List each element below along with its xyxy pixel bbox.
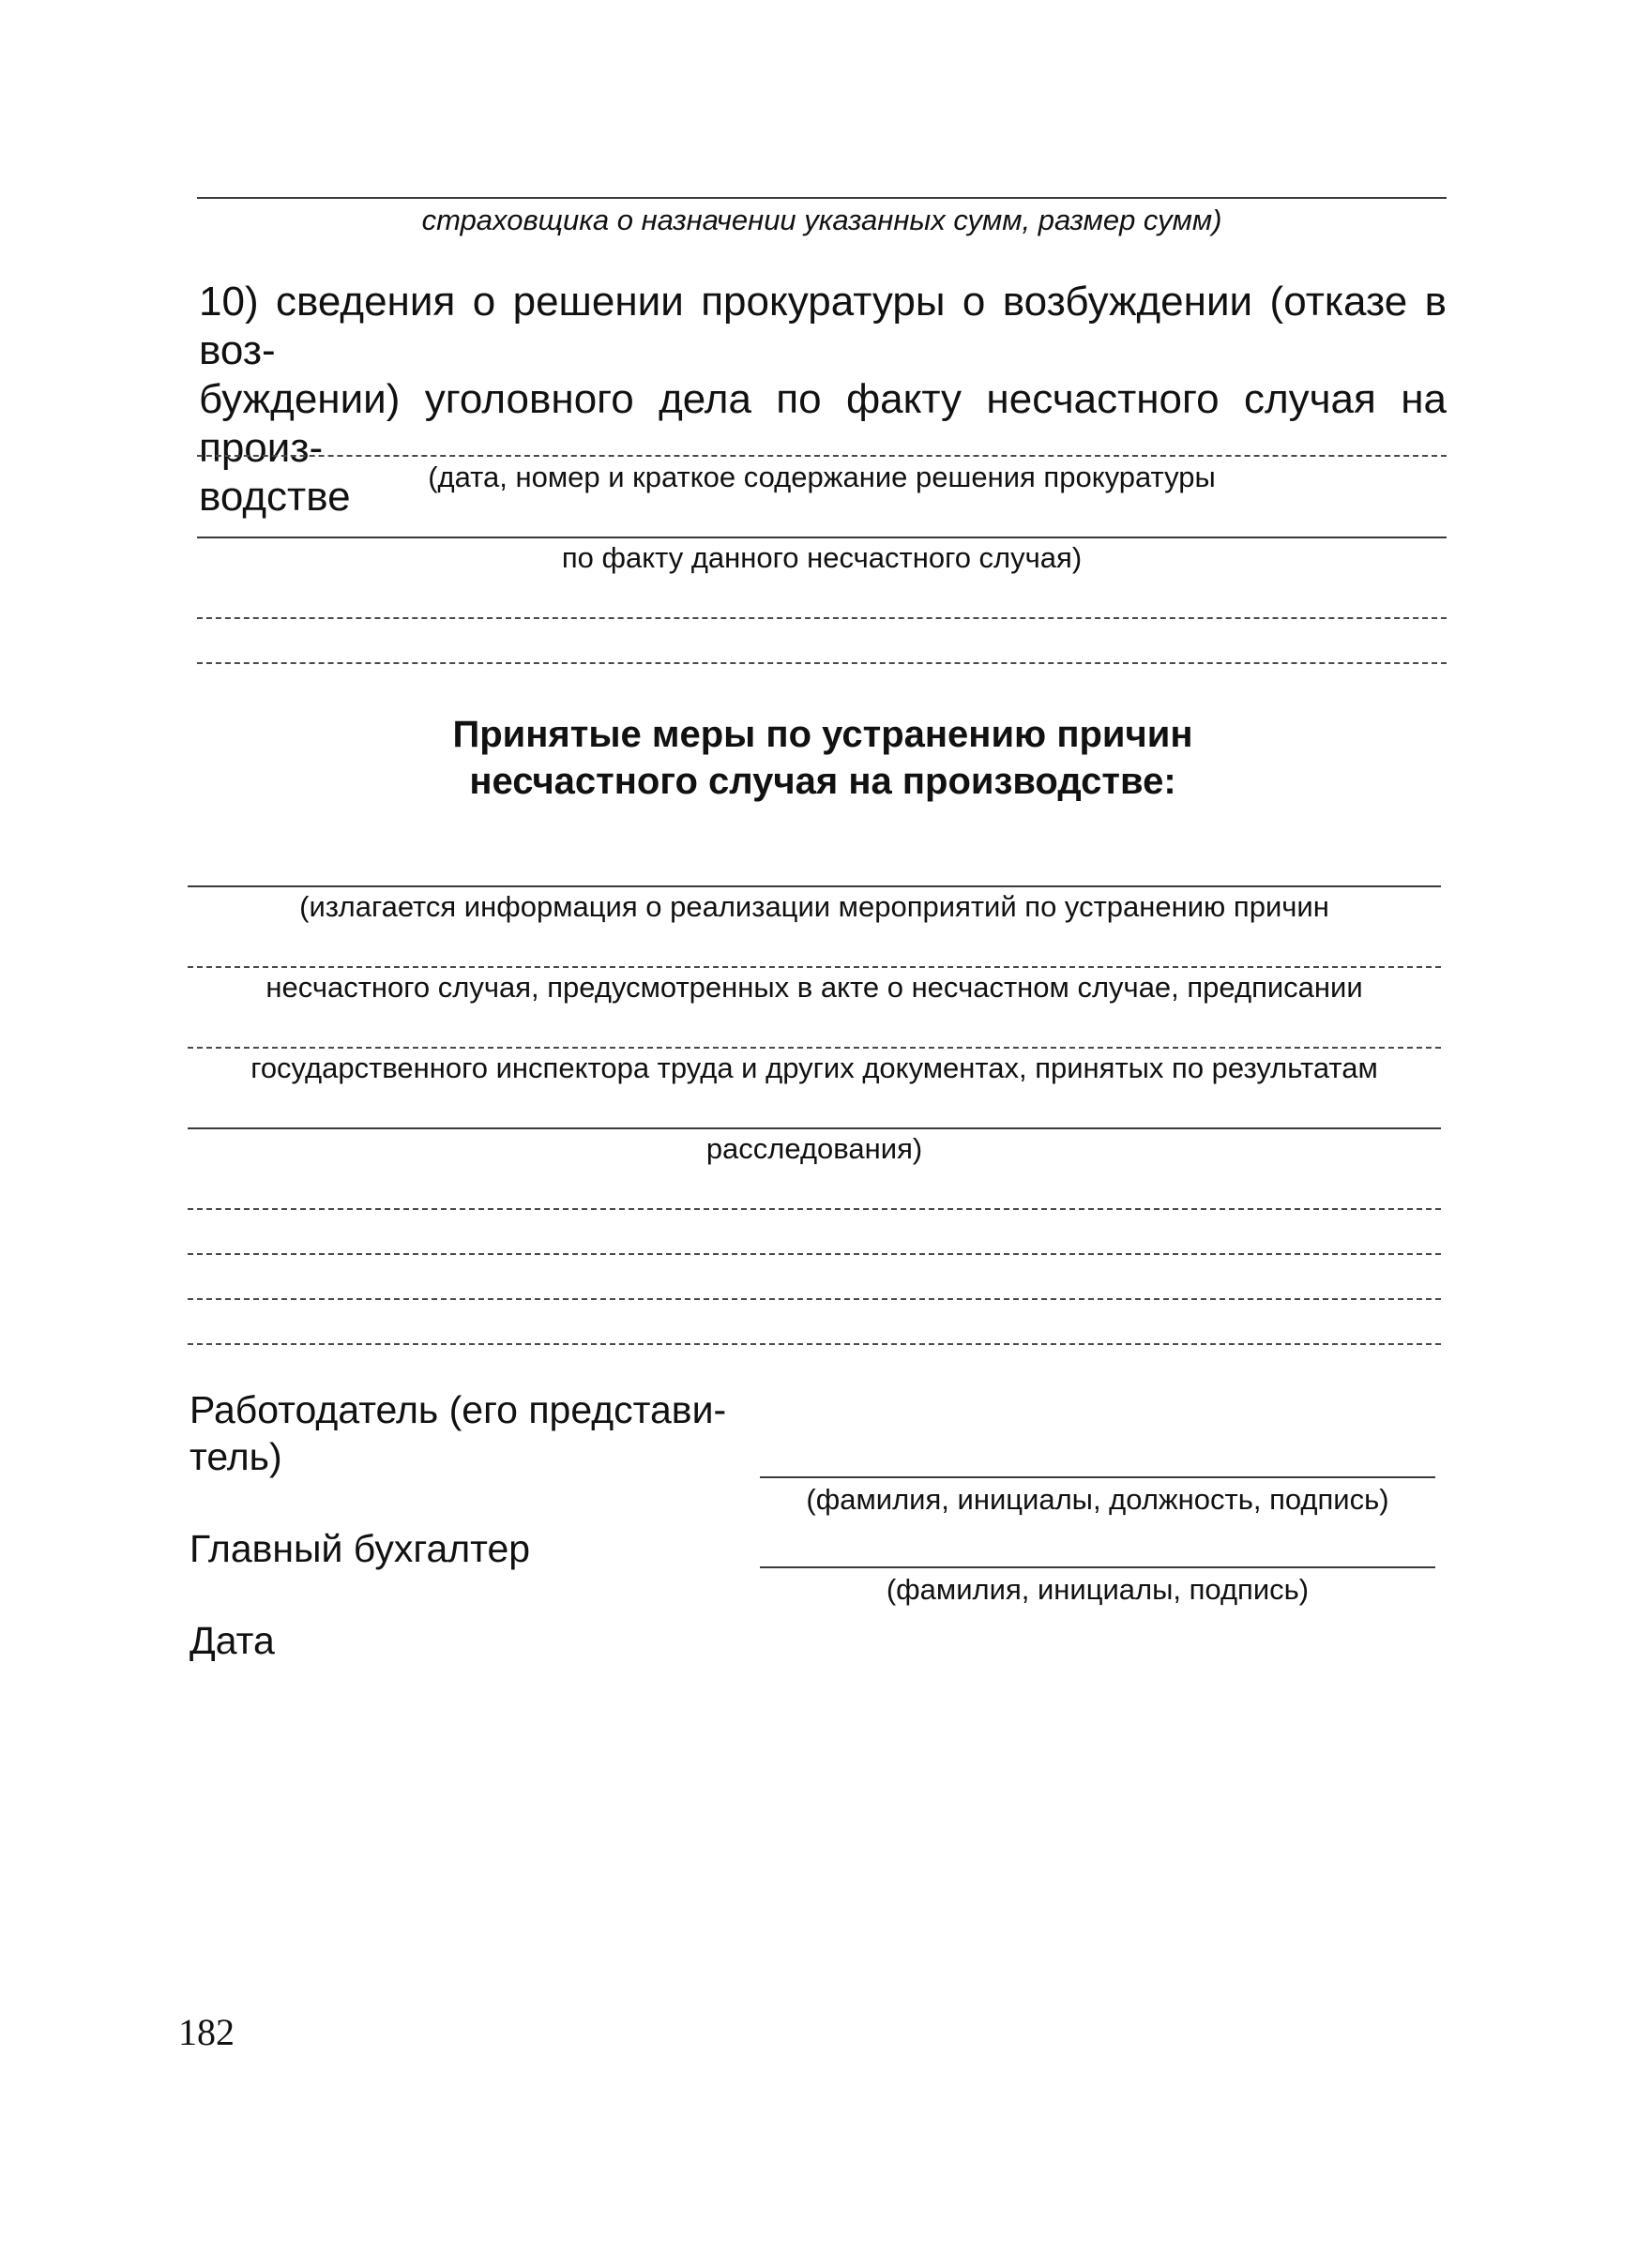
employer-caption: (фамилия, инициалы, должность, подпись) (806, 1483, 1389, 1516)
fill-line (188, 1343, 1441, 1345)
measures-caption-4: расследования) (705, 1132, 923, 1165)
accountant-label: Главный бухгалтер (189, 1527, 531, 1570)
item-10-caption-1: (дата, номер и краткое содержание решения прокуратуры (428, 461, 1216, 493)
fill-line (188, 1253, 1441, 1255)
item-10-line: водстве (199, 474, 351, 520)
employer-label-line-1: Работодатель (его представи- (189, 1388, 727, 1431)
item-10-caption-2: по факту данного несчастного случая) (561, 541, 1083, 574)
measures-caption-1: (излагается информация о реализации мероприятий по устранению причин (299, 890, 1329, 923)
fill-line (188, 966, 1441, 968)
employer-signature-line (760, 1476, 1435, 1478)
page-number: 182 (178, 2011, 235, 2053)
fill-line (197, 617, 1447, 619)
heading-line: Принятые меры по устранению причин (452, 714, 1193, 755)
heading-line: несчастного случая на производстве: (469, 761, 1176, 802)
employer-label-line-2: тель) (189, 1435, 282, 1478)
fill-line (188, 885, 1441, 887)
accountant-signature-line (760, 1566, 1435, 1568)
accountant-caption: (фамилия, инициалы, подпись) (886, 1573, 1310, 1606)
item-10-line: буждении) уголовного дела по факту несчастного случая на произ- (199, 376, 1447, 471)
date-label: Дата (189, 1619, 275, 1662)
item-10-line: 10) сведения о решении прокуратуры о возбуждении (отказе в воз- (199, 279, 1447, 373)
top-caption: страховщика о назначении указанных сумм, размер сумм) (421, 204, 1222, 236)
fill-line (197, 537, 1447, 538)
fill-line (188, 1298, 1441, 1300)
measures-caption-3: государственного инспектора труда и других документах, принятых по результатам (250, 1051, 1378, 1084)
fill-line (197, 455, 1447, 457)
fill-line (188, 1047, 1441, 1049)
fill-line (197, 662, 1447, 664)
fill-line (197, 197, 1447, 199)
fill-line (188, 1208, 1441, 1210)
section-heading (199, 711, 1447, 805)
fill-line (188, 1127, 1441, 1129)
measures-caption-2: несчастного случая, предусмотренных в акте о несчастном случае, предписании (265, 971, 1363, 1004)
